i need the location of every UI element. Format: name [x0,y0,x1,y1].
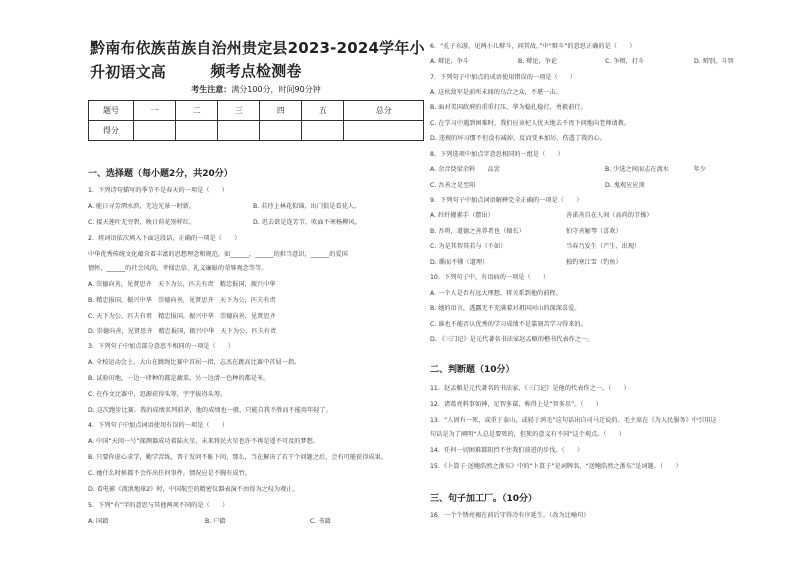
option-line: A. 辩论，争斗 [430,58,469,65]
section-1-title: 一、选择题（每小题2分，共20分） [88,169,233,179]
question-line: 4．下列句子中加点词语使用有误的一项是（ ） [88,422,229,429]
option-line: B. 辩论，争论 [518,58,558,65]
question-line: 2．将词语依次填入下面这段话，正确的一项是（ ） [88,235,241,242]
question-line: 16．一个个锈亮褐在前后守得冷有序延生。（改为比喻句） [430,512,590,519]
option-line: C. 为是其智其若与（不如） [430,243,507,250]
exam-notice [88,84,424,95]
option-line: D. 看电影《流浪地球2》时，中国航空的精密仪器表演不由得为之叹为观止。 [88,486,299,493]
option-line: C. 在学习中遇到困难时，我们应该杞人忧天地去不畏下问地向老师请教。 [430,120,631,127]
score-cell: 得分 [89,121,134,141]
score-cell: 题号 [89,101,134,121]
score-input-cell[interactable] [134,121,176,141]
score-cell: 二 [176,101,218,121]
option-line: C. 吾善之是至阳 [430,182,476,189]
option-line: D. 这次跑步比赛，我的成绩名列前茅，他的成绩也一般，只能自我不胜而不能用年轻了。 [88,407,332,414]
option-line: D. 循而不懂（道理） [430,259,489,266]
option-line: C. 在作文比赛中，思源获得头筹，宇宇拔得头筹。 [88,391,227,398]
option-line: C. 天下为公，匹夫有责 精忠报国，振兴中华 崇德向善，见贤思齐 [88,313,276,320]
option-line: B. 少选之间而志在流水 年少 [605,166,706,173]
option-line: C. 接天莲叶无穷碧，映日荷花别样红。 [88,219,196,226]
option-line: C. 书籍 [310,518,331,525]
title-line-1: 黔南布依族苗族自治州贵定县2023-2024学年小升初语文高 [90,39,425,81]
option-line: A. 能日寻芳泗水滨，无边光景一时新。 [88,203,196,210]
score-table [88,100,424,141]
score-table-header-row [89,101,424,121]
score-cell: 五 [302,101,344,121]
option-line: 独钓寒江雪（钓鱼） [566,259,622,266]
title-line-2: 频考点检测卷 [210,62,302,80]
option-line: A. 全校运动会上，大山在跳绳比赛中首屈一指，志杰在跳高比赛中首屈一指。 [88,359,301,366]
question-line: 15．《卜算子·送鲍浩然之浙东》中的“卜算子”是词牌名，“送鲍浩然之浙东”是词题。（ ） [430,463,682,470]
option-line: 当春乃发生（产生、出现） [566,243,641,250]
question-line: 5．下列“有”字的意思与其他两项不同的是（ ） [88,502,229,509]
option-line: C. 谁也不能否认优秀的学习成绩不是靠刻苦学习得来的。 [430,321,587,328]
score-input-cell[interactable] [344,121,424,141]
option-line: B. 精忠报国，振兴中华 崇德向善，见贤思齐 天下为公，匹夫有责 [88,297,276,304]
question-line: 11．赵孟頫是元代著名的书法家，《三门记》是他的代表作之一。（ ） [430,385,630,392]
question-line: 中华优秀传统文化蕴含着丰富的思想理念和规范，如______，______的担当意识，______的爱国 [88,251,348,258]
option-line: C. 她什么时候都不会作出任何事件，情况应是不胸有成竹。 [88,470,251,477]
question-line: 8．下列选项中加点字意思相同的一组是（ ） [430,151,564,158]
score-input-cell[interactable] [218,121,260,141]
option-line: D. 鬼观应应顶 [605,182,645,189]
option-line: A. 中国“天问一号”探测器成功着陆火星，未来将民火星也许不再是遥不可及的梦想。 [88,438,320,445]
question-line: 9．下列句子中加点词语解释完全正确的一项是（ ） [430,197,583,204]
option-line: 善诺善自在人间（高尚的节操） [566,212,653,219]
question-line: 1．下列诗句描写的季节不是春天的一项是（ ） [88,187,229,194]
score-input-cell[interactable] [302,121,344,141]
section-2-title: 二、判断题（10分） [430,365,515,375]
section-3-title: 三、句子加工厂。（10分） [430,494,538,504]
option-line: B. 她的语言，透露无不充满着对祖国河山的深深喜爱。 [430,305,581,312]
score-cell: 三 [218,101,260,121]
question-line: 情怀，______的社会风尚，孝悌忠信、礼义廉耻的荣辱观念等等。 [88,265,268,272]
option-line: A. 纤纤擢素手（摆出） [430,212,494,219]
score-cell: 总分 [344,101,424,121]
option-line: B. 若待上林花似锦，出门俱是看花人。 [253,203,361,210]
notice-text: 满分100分，时间90分钟 [231,85,321,94]
option-line: A. 余音绕梁余料 品尝 [430,166,500,173]
option-line: D. 崇德向善，见贤思齐 精忠报国，振兴中华 天下为公，匹夫有责 [88,328,277,335]
score-input-cell[interactable] [260,121,302,141]
question-line: 13．“人固有一死，或重于泰山，或轻于鸿毛”这句话出自司马迁说的。毛主席在《为人民服务》中引用这 [430,417,717,424]
option-line: B. 面对美国政府的重重打压，华为稳扎稳打，勇毅前行。 [430,104,587,111]
question-line: 12．诸葛亮料事如神，足智多谋，称得上是“智多星”。（ ） [430,401,603,408]
score-cell: 一 [134,101,176,121]
score-table-score-row [89,121,424,141]
option-line: B. 只要你虚心求学，勤学苦练，普于发问不耻下问，那么，当在解决了若干个问题之后，会有可能获得成果。 [88,454,387,461]
question-line: 句话是为了阐明“人总是要死的，但死的意义有不同”这个观点。（ ） [430,431,626,438]
option-line: D. 辩别，斗智 [694,58,734,65]
option-line: D. 《三门记》是元代著名书法家赵孟頫的楷书代表作之一。 [430,336,594,343]
notice-label: 考生注意： [191,85,232,94]
question-line: 3．下列句子中加点部分意思不相同的一项是（ ） [88,343,235,350]
score-input-cell[interactable] [176,121,218,141]
option-line: 怕守善解琴（喜欢） [566,228,622,235]
option-line: A. 这伙敌军是前所未闻的乌合之众，不堪一击。 [430,89,562,96]
question-line: 10．下列句子中，有语病的一项是（ ） [430,274,550,281]
option-line: B. 户籍 [205,518,226,525]
option-line: D. 迟去欲是连芳节，吹面不寒杨柳风。 [253,219,361,226]
option-line: C. 争辩，打斗 [605,58,645,65]
score-cell: 四 [260,101,302,121]
question-line: 14．任何一切困难都阻挡不住我们前进的步伐。（ ） [430,447,584,454]
question-line: 7．下列句子中加点的成语使用错误的一项是（ ） [430,74,577,81]
option-line: B. 吾将，道德之善养者也（擅长） [430,228,525,235]
option-line: D. 违规的坏习惯不但没有减掉，反而变本加厉，伤透了我的心。 [430,135,606,142]
option-line: A. 国籍 [88,518,109,525]
option-line: A. 一个人是否有远大理想，将关系到他的前程。 [430,290,562,297]
question-line: 6．“孔子东游，见两小儿辩斗，问其故。”中“辩斗”的意思正确的是（ ） [430,43,636,50]
option-line: A. 崇德向善，见贤思齐 天下为公，匹夫有责 精忠报国，振兴中华 [88,281,276,288]
option-line: B. 试验田地，一边一律种的都是蔬菜，另一边清一色种的都是米。 [88,375,270,382]
